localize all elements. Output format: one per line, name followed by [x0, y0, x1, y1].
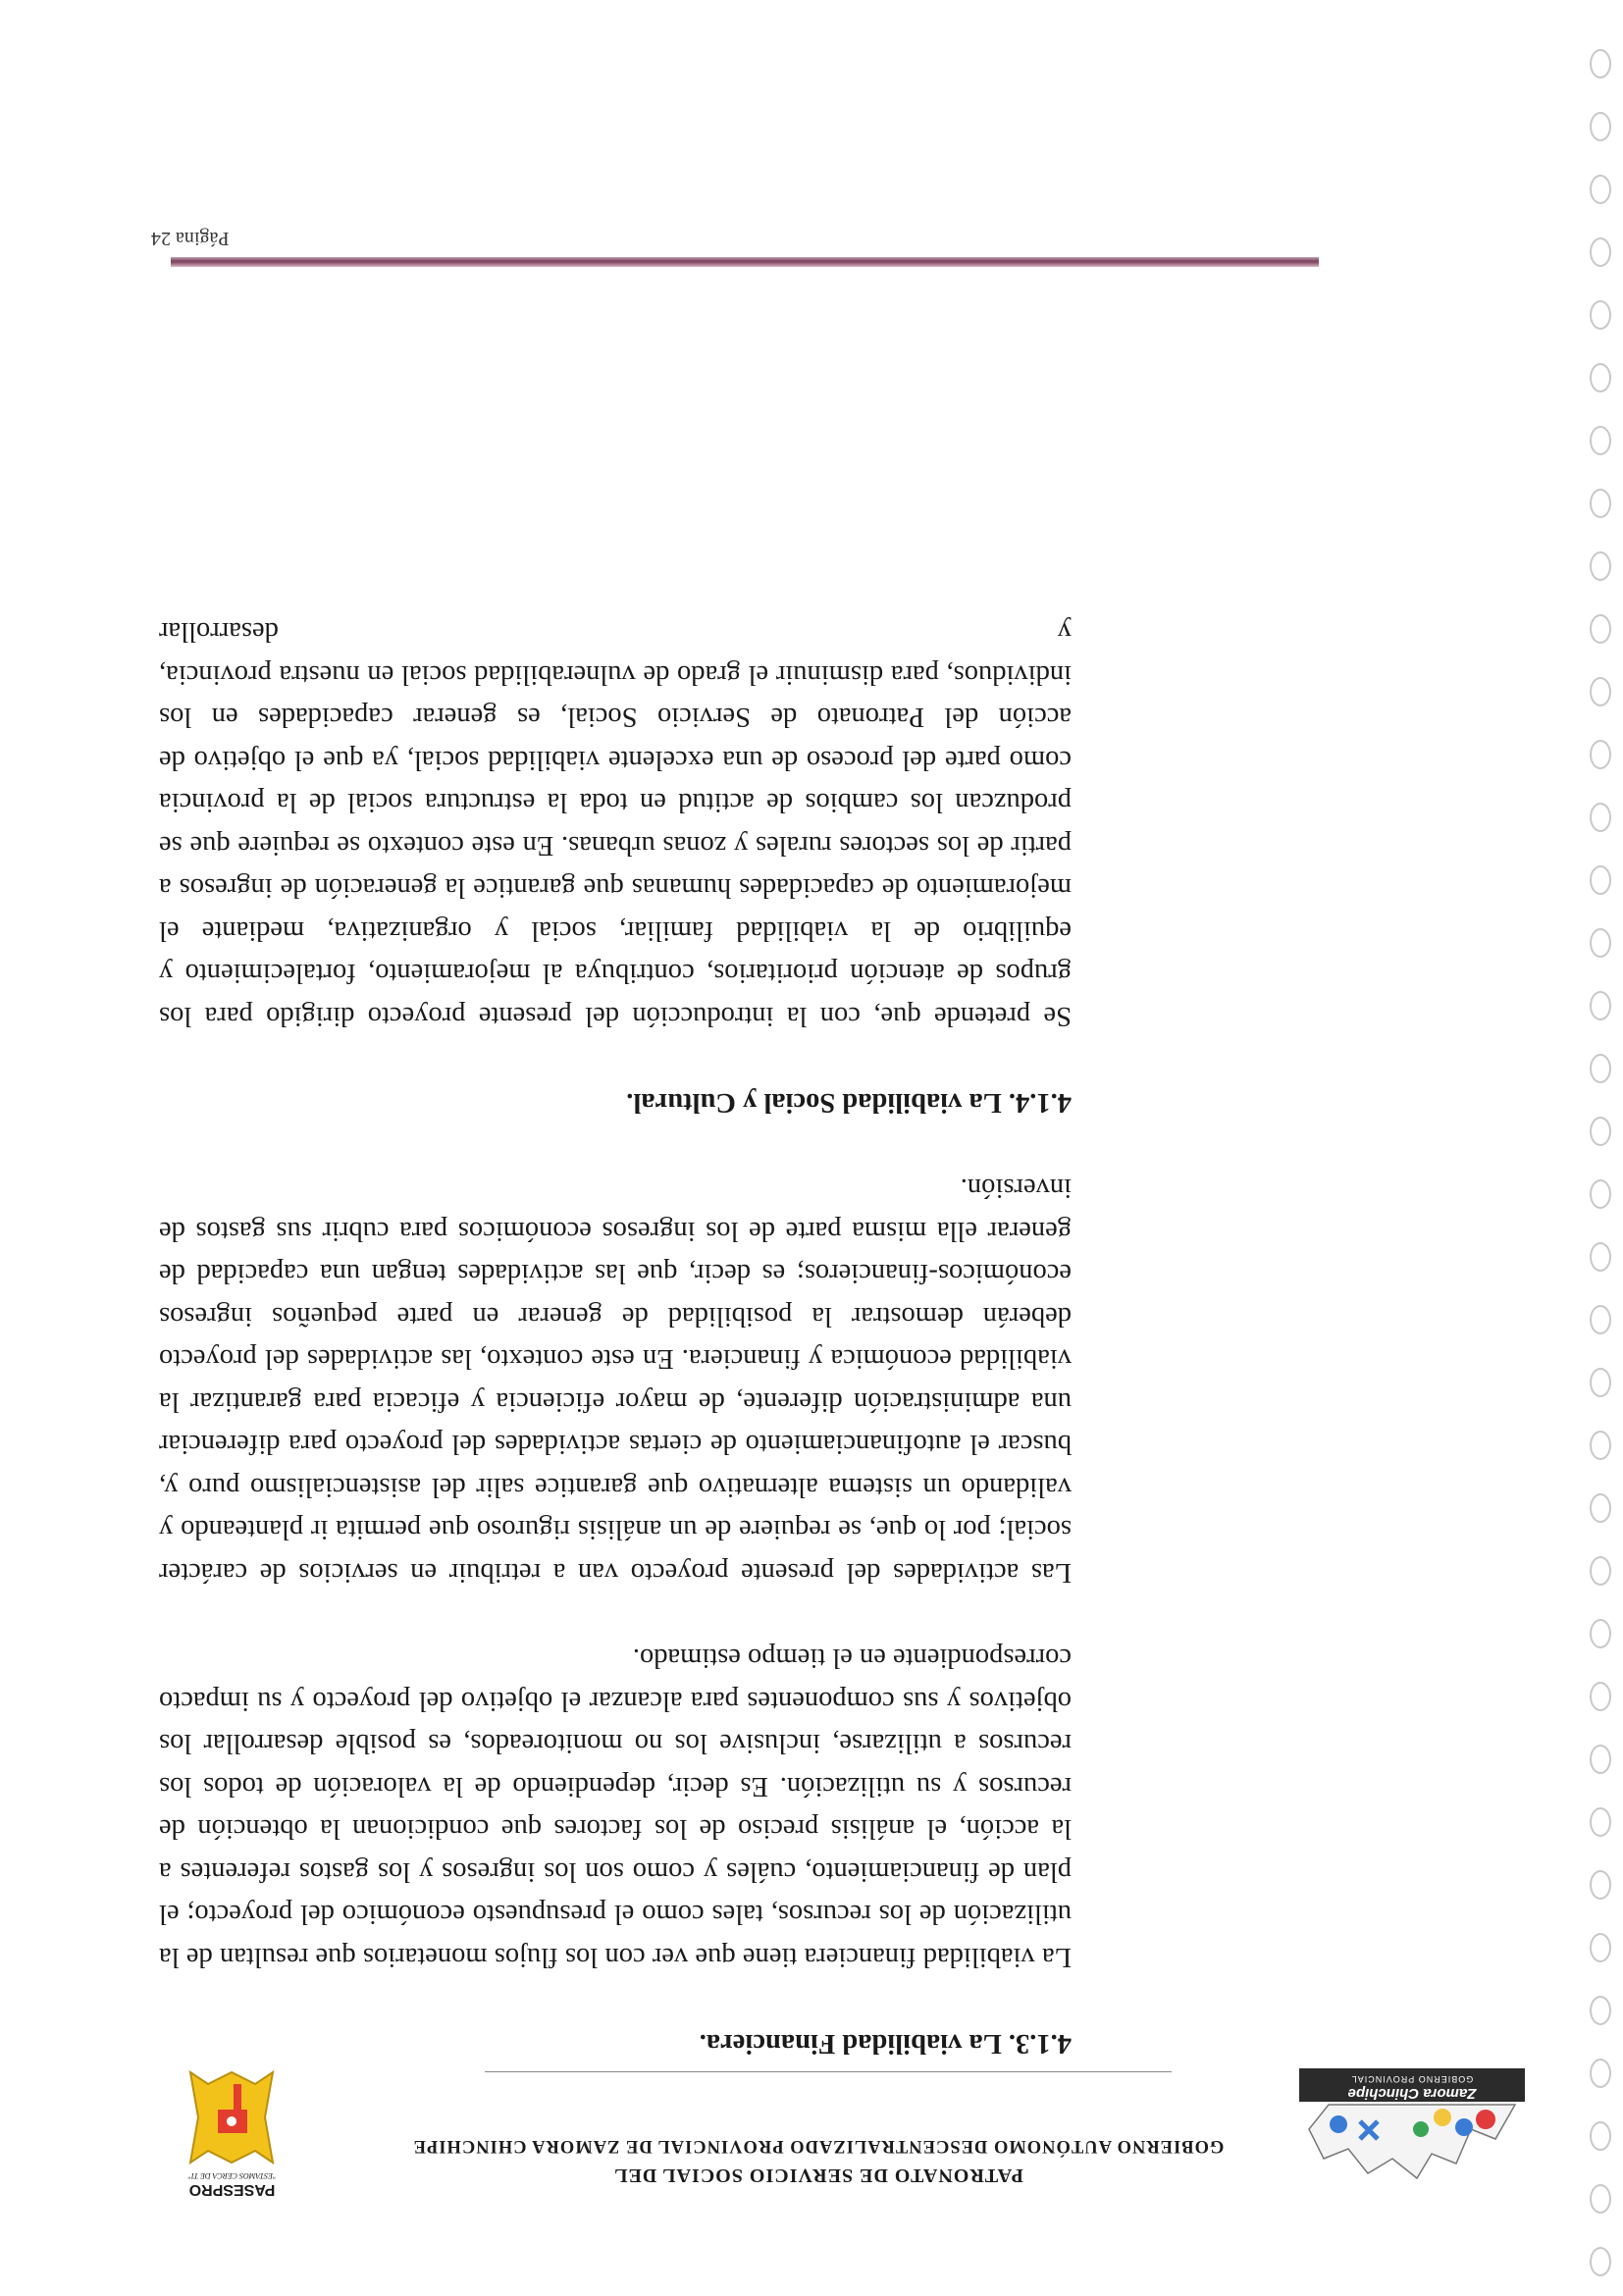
- binding-hole: [1590, 489, 1611, 518]
- paragraph: Las actividades del presente proyecto van a retribuir en servicios de carácter social; por lo que, se requiere de un análisis riguroso que permita ir planteando y validando un sistema alternativo que garantice salir del asistencialismo puro y, buscar el autofinanciamiento de ciertas actividades del proyecto para diferenciar una administración diferente, de mayor eficiencia y eficacia para garantizar la viabilidad económica y financiera. En este contexto, las actividades del proyecto deberán demostrar la posibilidad de generar en parte pequeños ingresos económicos-financieros; es decir, que las actividades tengan una capacidad de generar ella misma parte de los ingresos económicos para cubrir sus gastos de inversión.: [159, 1173, 1072, 1588]
- binding-hole: [1590, 2059, 1611, 2088]
- institution-title-line1: PATRONATO DE SERVICIO SOCIAL DEL: [613, 2165, 1023, 2186]
- binding-hole: [1590, 1493, 1611, 1523]
- footer-rule: [171, 257, 1319, 267]
- binding-hole: [1590, 991, 1611, 1020]
- brand-name: PASESPRO: [188, 2181, 276, 2198]
- brand-slogan: "ESTAMOS CERCA DE TI": [187, 2171, 277, 2180]
- binding-hole: [1590, 1431, 1611, 1460]
- binding-hole: [1590, 2184, 1611, 2214]
- logo-caption: Zamora Chinchipe GOBIERNO PROVINCIAL: [1299, 2068, 1525, 2102]
- binding-hole: [1590, 740, 1611, 769]
- binding-hole: [1590, 1933, 1611, 1962]
- binding-hole: [1590, 1745, 1611, 1774]
- binding-hole: [1590, 1556, 1611, 1586]
- section-heading-social-cultural: 4.1.4. La viabilidad Social y Cultural.: [626, 1087, 1072, 1118]
- binding-hole: [1590, 175, 1611, 204]
- binding-hole: [1590, 1242, 1611, 1272]
- spiral-binding-holes: [1582, 20, 1611, 2276]
- province-map-icon: [1299, 2090, 1525, 2198]
- binding-hole: [1590, 1807, 1611, 1837]
- pasespro-logo: [176, 2061, 288, 2198]
- gobierno-provincial-logo: [1299, 2070, 1525, 2198]
- section-heading-financiera: 4.1.3. La viabilidad Financiera.: [699, 2028, 1072, 2059]
- binding-hole: [1590, 614, 1611, 644]
- binding-hole: [1590, 1117, 1611, 1146]
- paragraph: La viabilidad financiera tiene que ver con los flujos monetarios que resultan de la utilización de los recursos, tales como el presupuesto económico del proyecto; el plan de financiamiento, cuáles y como son los ingresos y los gastos referentes a la acción, el análisis preciso de los factores que condicionan la obtención de recursos y su utilización. Es decir, dependiendo de la valoración de todos los recursos a utilizarse, inclusive los no monitoreados, es posible desarrollar los objetivos y sus componentes para alcanzar el objetivo del proyecto y su impacto correspondiente en el tiempo estimado.: [159, 1643, 1072, 1972]
- binding-hole: [1590, 865, 1611, 895]
- binding-hole: [1590, 426, 1611, 455]
- binding-hole: [1590, 1054, 1611, 1083]
- binding-hole: [1590, 1682, 1611, 1711]
- header-divider: [485, 2071, 1172, 2072]
- institution-title: [367, 2131, 1270, 2190]
- emblem-icon: [186, 2068, 277, 2166]
- binding-hole: [1590, 2247, 1611, 2276]
- document-body: [159, 610, 1072, 2064]
- binding-hole: [1590, 803, 1611, 832]
- binding-hole: [1590, 49, 1611, 78]
- paragraph: Se pretende que, con la introducción del presente proyecto dirigido para los grupos de atención prioritarios, contribuya al mejoramiento, fortalecimiento y equilibrio de la viabilidad familiar, social y organizativa, mediante el mejoramiento de capacidades humanas que garantice la generación de ingresos a partir de los sectores rurales y zonas urbanas. En este contexto se requiere que se produzcan los cambios de actitud en toda la estructura social de la provincia como parte del proceso de una excelente viabilidad social, ya que el objetivo de acción del Patronato de Servicio Social, es generar capacidades en los individuos, para disminuir el grado de vulnerabilidad social en nuestra provincia, y desarrollar: [159, 616, 1072, 1031]
- binding-hole: [1590, 1996, 1611, 2025]
- institution-title-line2: GOBIERNO AUTÓNOMO DESCENTRALIZADO PROVINCIAL DE ZAMORA CHINCHIPE: [412, 2136, 1225, 2156]
- binding-hole: [1590, 112, 1611, 141]
- binding-hole: [1590, 2121, 1611, 2151]
- binding-hole: [1590, 677, 1611, 706]
- binding-hole: [1590, 1870, 1611, 1900]
- binding-hole: [1590, 237, 1611, 267]
- binding-hole: [1590, 928, 1611, 958]
- page-number: Página 24: [151, 228, 230, 249]
- binding-hole: [1590, 1619, 1611, 1648]
- binding-hole: [1590, 363, 1611, 392]
- binding-hole: [1590, 551, 1611, 581]
- letterhead: [53, 2056, 1525, 2198]
- binding-hole: [1590, 1305, 1611, 1334]
- binding-hole: [1590, 300, 1611, 330]
- binding-hole: [1590, 1368, 1611, 1397]
- binding-hole: [1590, 1179, 1611, 1209]
